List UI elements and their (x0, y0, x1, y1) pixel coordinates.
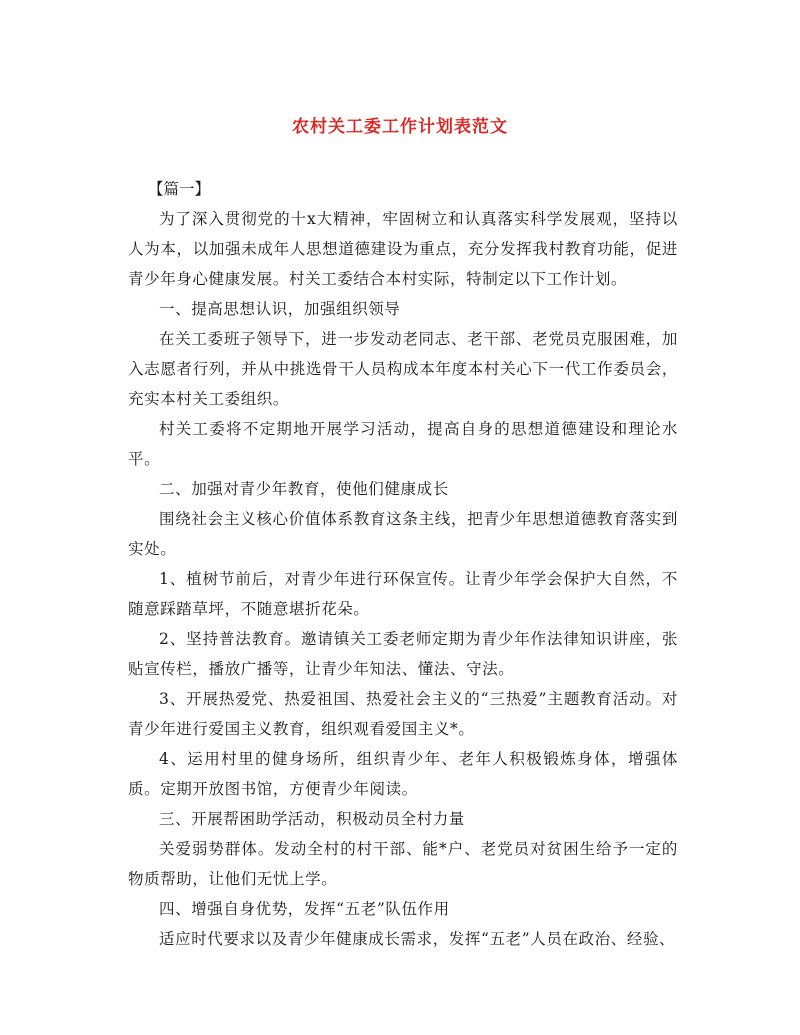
paragraph: 关爱弱势群体。发动全村的村干部、能*户、老党员对贫困生给予一定的物质帮助，让他们无忧上学。 (128, 840, 678, 888)
paragraph: 在关工委班子领导下，进一步发动老同志、老干部、老党员克服困难，加入志愿者行列，并从中挑选骨干人员构成本年度本村关心下一代工作委员会，充实本村关工委组织。 (128, 330, 678, 408)
list-item: 3、开展热爱党、热爱祖国、热爱社会主义的“三热爱”主题教育活动。对青少年进行爱国主义教育，组织观看爱国主义*。 (128, 690, 678, 738)
section-heading-3: 三、开展帮困助学活动，积极动员全村力量 (159, 810, 465, 828)
paragraph: 适应时代要求以及青少年健康成长需求，发挥“五老”人员在政治、经验、 (159, 930, 676, 948)
section-heading-2: 二、加强对青少年教育，使他们健康成长 (159, 480, 449, 498)
document-title: 农村关工委工作计划表范文 (292, 117, 508, 137)
section-heading-1: 一、提高思想认识，加强组织领导 (159, 300, 401, 318)
paragraph: 围绕社会主义核心价值体系教育这条主线，把青少年思想道德教育落实到实处。 (128, 510, 678, 558)
list-item: 4、运用村里的健身场所，组织青少年、老年人积极锻炼身体，增强体质。定期开放图书馆，方便青少年阅读。 (128, 750, 678, 798)
document-body (128, 168, 678, 954)
paragraph: 村关工委将不定期地开展学习活动，提高自身的思想道德建设和理论水平。 (128, 420, 678, 468)
intro-paragraph: 为了深入贯彻党的十x大精神，牢固树立和认真落实科学发展观，坚持以人为本，以加强未成年人思想道德建设为重点，充分发挥我村教育功能，促进青少年身心健康发展。村关工委结合本村实际，特制定以下工作计划。 (128, 210, 678, 288)
list-item: 1、植树节前后，对青少年进行环保宣传。让青少年学会保护大自然，不随意踩踏草坪，不随意堪折花朵。 (128, 570, 678, 618)
section-tag: 【篇一】 (148, 180, 211, 198)
section-heading-4: 四、增强自身优势，发挥“五老”队伍作用 (159, 900, 450, 918)
list-item: 2、坚持普法教育。邀请镇关工委老师定期为青少年作法律知识讲座，张贴宣传栏，播放广播等，让青少年知法、懂法、守法。 (128, 630, 678, 678)
